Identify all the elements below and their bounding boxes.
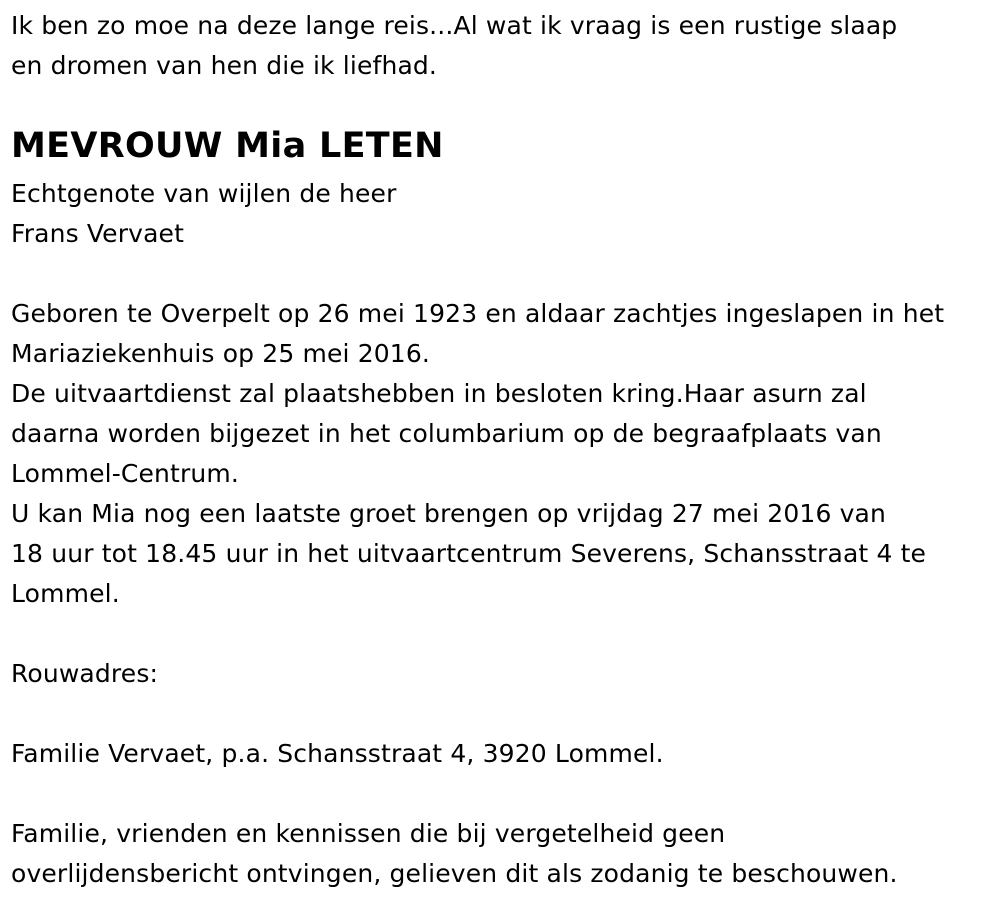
intro-line-1: Ik ben zo moe na deze lange reis...Al wat ik vraag is een rustige slaap — [11, 11, 898, 40]
spouse-line-2: Frans Vervaet — [11, 219, 185, 248]
notice-body — [11, 294, 944, 894]
details-line-5: Lommel-Centrum. — [11, 459, 239, 488]
details-line-1: Geboren te Overpelt op 26 mei 1923 en aldaar zachtjes ingeslapen in het — [11, 299, 945, 328]
mourning-address: Familie Vervaet, p.a. Schansstraat 4, 3920 Lommel. — [11, 739, 664, 768]
spouse-info — [11, 174, 397, 254]
spouse-line-1: Echtgenote van wijlen de heer — [11, 179, 397, 208]
closing-line-1: Familie, vrienden en kennissen die bij vergetelheid geen — [11, 819, 726, 848]
address-label: Rouwadres: — [11, 659, 159, 688]
spacer — [11, 774, 944, 814]
closing-line-2: overlijdensbericht ontvingen, gelieven dit als zodanig te beschouwen. — [11, 859, 898, 888]
details-line-7: 18 uur tot 18.45 uur in het uitvaartcentrum Severens, Schansstraat 4 te — [11, 539, 927, 568]
details-line-8: Lommel. — [11, 579, 120, 608]
spacer — [11, 614, 944, 654]
details-line-3: De uitvaartdienst zal plaatshebben in besloten kring.Haar asurn zal — [11, 379, 867, 408]
spacer — [11, 694, 944, 734]
details-line-6: U kan Mia nog een laatste groet brengen op vrijdag 27 mei 2016 van — [11, 499, 887, 528]
intro-line-2: en dromen van hen die ik liefhad. — [11, 51, 438, 80]
deceased-name: MEVROUW Mia LETEN — [11, 126, 444, 166]
details-line-4: daarna worden bijgezet in het columbarium op de begraafplaats van — [11, 419, 882, 448]
intro-poem — [11, 6, 897, 86]
details-line-2: Mariaziekenhuis op 25 mei 2016. — [11, 339, 431, 368]
